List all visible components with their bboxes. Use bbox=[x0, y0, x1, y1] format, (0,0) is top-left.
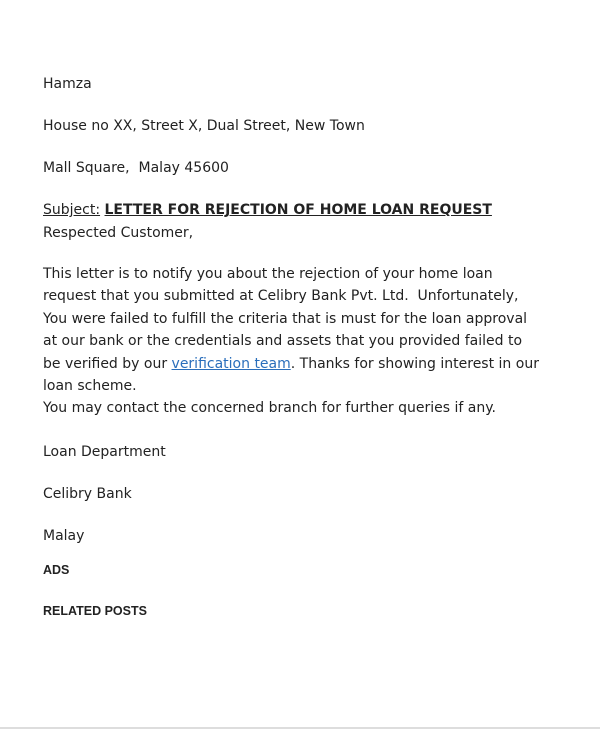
ads-heading: ADS bbox=[43, 563, 70, 577]
body-line bbox=[43, 353, 539, 375]
letter-body bbox=[43, 263, 539, 420]
subject-line bbox=[43, 199, 492, 221]
body-line: request that you submitted at Celibry Bank Pvt. Ltd. Unfortunately, bbox=[43, 288, 519, 305]
related-posts-heading: RELATED POSTS bbox=[43, 604, 147, 618]
body-line: You may contact the concerned branch for further queries if any. bbox=[43, 400, 496, 417]
body-text: be verified by our bbox=[43, 355, 172, 372]
body-line: at our bank or the credentials and assets that you provided failed to bbox=[43, 333, 523, 350]
body-text: . Thanks for showing interest in our bbox=[290, 355, 539, 372]
signoff-location: Malay bbox=[43, 528, 85, 544]
sender-name: Hamza bbox=[43, 76, 92, 92]
address-line-2: Mall Square, Malay 45600 bbox=[43, 160, 229, 176]
signoff-department: Loan Department bbox=[43, 444, 166, 460]
address-line-1: House no XX, Street X, Dual Street, New Town bbox=[43, 118, 365, 134]
subject-title: LETTER FOR REJECTION OF HOME LOAN REQUEST bbox=[104, 202, 492, 218]
salutation: Respected Customer, bbox=[43, 225, 194, 241]
subject-label: Subject: bbox=[43, 202, 101, 218]
verification-team-link[interactable]: verification team bbox=[171, 355, 291, 372]
bottom-divider bbox=[0, 727, 600, 729]
body-line: This letter is to notify you about the rejection of your home loan bbox=[43, 266, 493, 282]
signoff-bank: Celibry Bank bbox=[43, 486, 132, 502]
body-line: loan scheme. bbox=[43, 378, 137, 395]
body-line: You were failed to fulfill the criteria that is must for the loan approval bbox=[43, 310, 528, 327]
